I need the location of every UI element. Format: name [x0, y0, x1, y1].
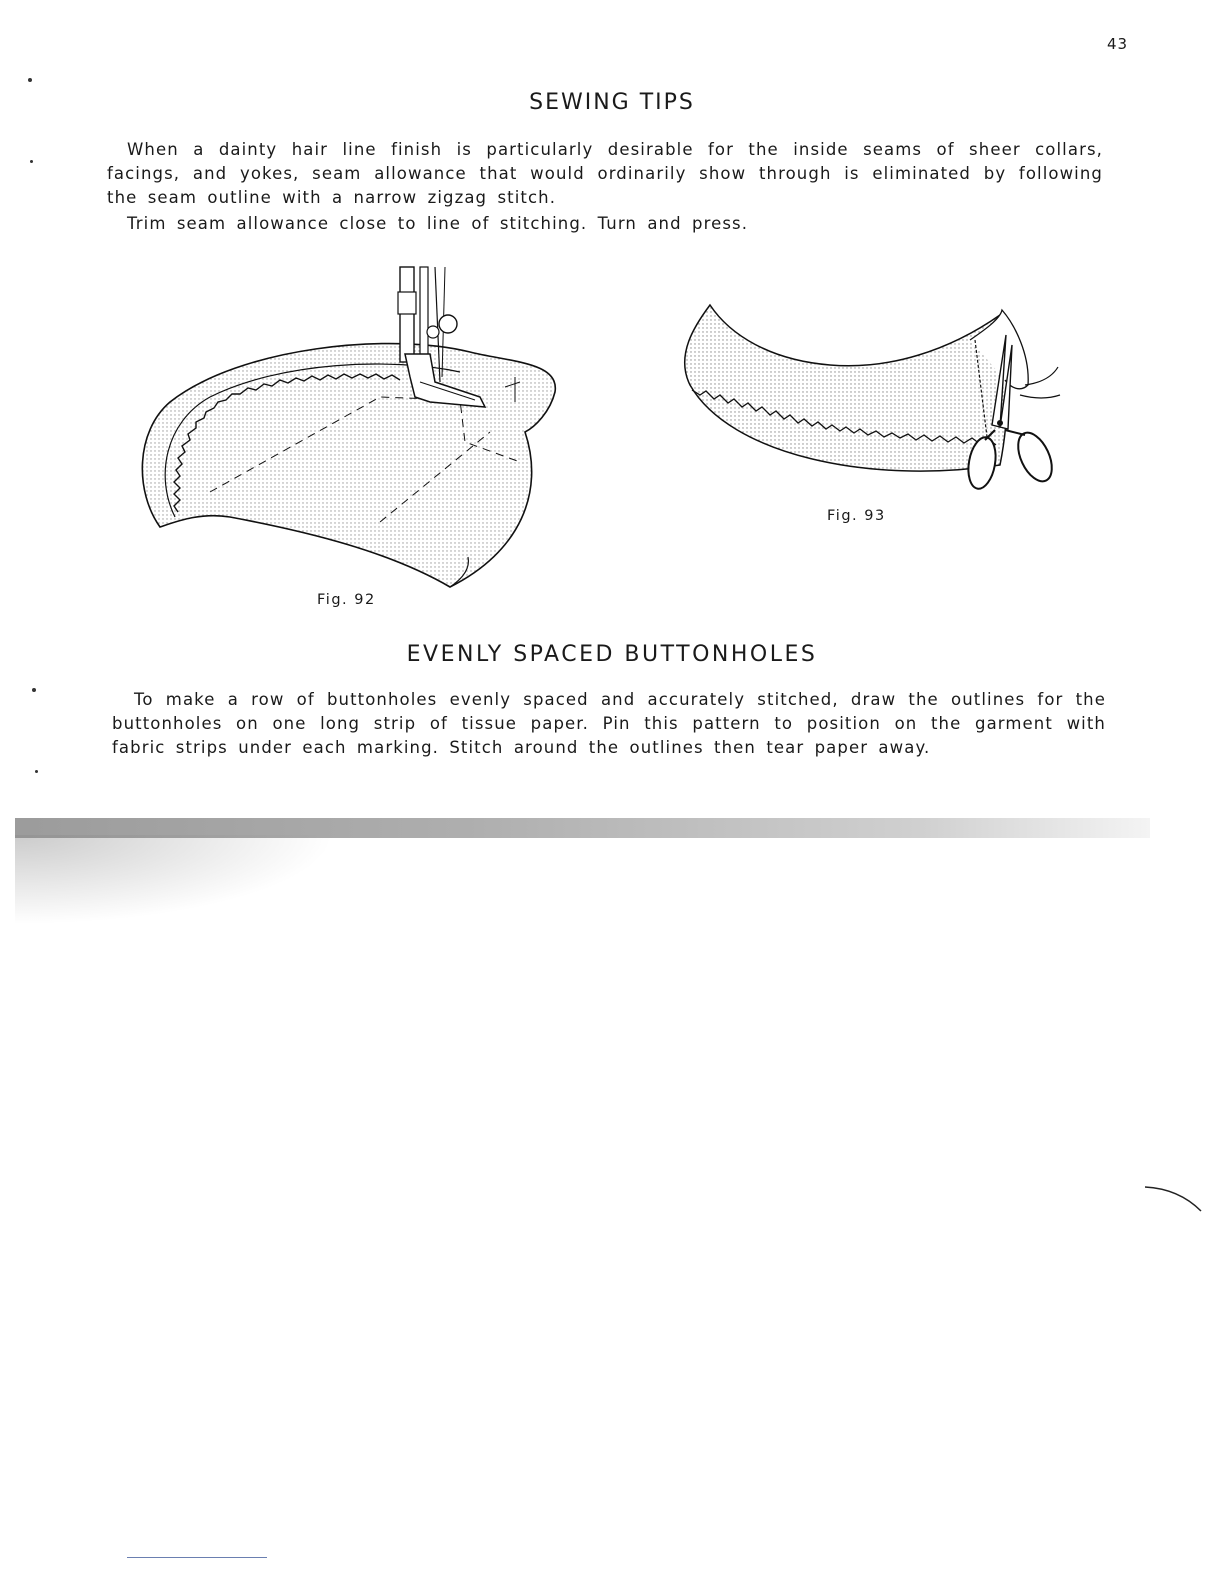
buttonholes-heading: EVENLY SPACED BUTTONHOLES	[406, 642, 818, 667]
sewing-tips-heading: SEWING TIPS	[529, 90, 695, 115]
fig-93-caption: Fig. 93	[827, 508, 886, 524]
sewing-tips-paragraph-1: When a dainty hair line finish is particularly desirable for the inside seams of sheer collars, facings, and yokes, seam allowance that would ordinarily show through is eliminated by following the seam outline with a narrow zigzag stitch.	[107, 140, 1103, 207]
page-number: 43	[1107, 35, 1129, 53]
scan-scratch-mark	[1145, 1183, 1203, 1213]
scan-shadow-gradient	[15, 835, 335, 925]
buttonholes-paragraph: To make a row of buttonholes evenly spaced and accurately stitched, draw the outlines for the buttonholes on one long strip of tissue paper. Pin this pattern to position on the garment with fabric strips under each marking. Stitch around the outlines then tear paper away.	[112, 690, 1106, 757]
fig-92-caption: Fig. 92	[317, 592, 376, 608]
scan-speck	[32, 688, 36, 692]
scan-speck	[35, 770, 38, 773]
scissors-trimming-collar-illustration	[670, 295, 1070, 495]
scan-edge-line	[127, 1557, 267, 1558]
sewing-machine-presser-foot-collar-illustration	[130, 262, 570, 592]
scan-speck	[28, 78, 32, 82]
sewing-tips-paragraph-2: Trim seam allowance close to line of stitching. Turn and press.	[127, 214, 749, 233]
scan-speck	[30, 160, 33, 163]
